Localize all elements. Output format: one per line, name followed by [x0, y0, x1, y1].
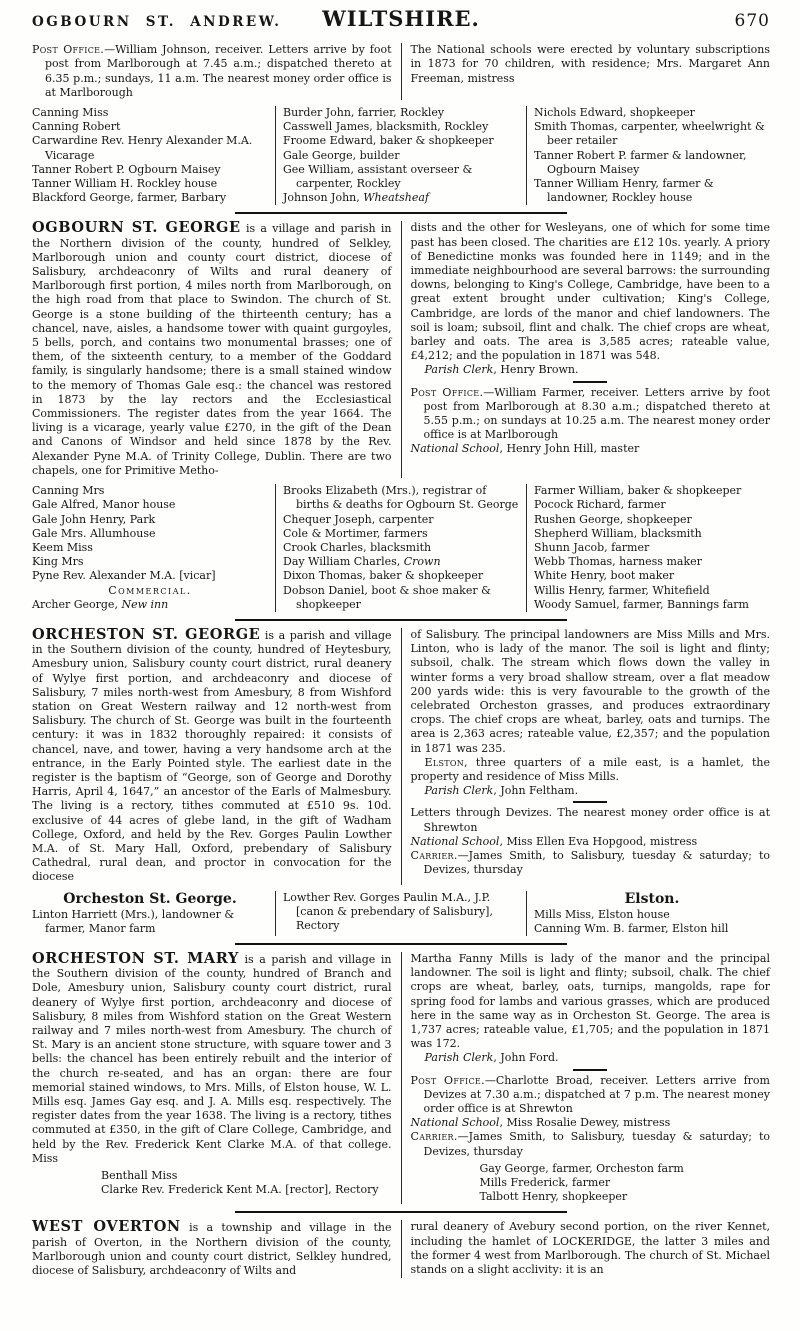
directory-entry: Froome Edward, baker & shopkeeper — [283, 134, 494, 148]
section-text: of Salisbury. The principal landowners are Miss Mills and Mrs. Linton, who is lady of the manor. The soil is light and flinty; subsoil, chalk. The stream which flows down the valley in winter forms a very broad shallow stream, over a flat meadow 200 yards wide: this is very favourable to the growth of the celebrated Orcheston grasses, and produces extraordinary crops. The chief crops are wheat, barley, oats and turnips. The area is 2,363 acres; rateable value, £2,357; and the population in 1871 was 235. — [410, 627, 770, 755]
directory-entry: Brooks Elizabeth (Mrs.), registrar of births & deaths for Ogbourn St. George — [283, 484, 519, 512]
directory-entry: Day William Charles, Crown — [283, 555, 441, 569]
section-intro-text: is a parish and village in the Southern division of the county, hundred of Heytesbury, Amesbury union, Salisbury county court district, rural deanery of Wylye first portion, and archdeaconry and diocese of Salisbury, 7 miles north-west from Amesbury, 8 from Wishford station on Great Western railway and 12 north-west from Salisbury. The church of St. George was built in the fourteenth century: it was in 1832 thoroughly repaired: it consists of chancel, nave, and tower, having a very handsome arch at the entrance, in the Early Pointed style. The earliest date in the register is the baptism of “George, son of George and Dorothy Harris, April 4, 1647,” an ancestor of the Earls of Malmesbury. The living is a rectory, tithes commuted at £510 9s. 10d. exclusive of 44 acres of glebe land, in the gift of Wadham College, Oxford, and held by the Rev. Gorges Paulin Lowther M.A. of St. Mary Hall, Oxford, prebendary of Salisbury Cathedral, rural dean, and proctor in convocation for the diocese — [32, 628, 392, 884]
pub-name: New inn — [121, 597, 169, 611]
directory-entry: Rushen George, shopkeeper — [534, 512, 692, 526]
elston-label: Elston, — [424, 755, 468, 769]
directory-entry: Smith Thomas, carpenter, wheelwright & beer retailer — [534, 120, 765, 148]
directory-column-1 — [32, 106, 275, 205]
post-office-label: Post Office. — [410, 1073, 485, 1087]
section-intro — [32, 949, 392, 1166]
directory-entry: Tanner William Henry, farmer & landowner, Rockley house — [534, 177, 714, 205]
section-intro — [32, 221, 392, 478]
directory-entry: Archer George, New inn — [32, 597, 169, 611]
directory-entry: Willis Henry, farmer, Whitefield — [534, 583, 710, 597]
place-list — [32, 891, 770, 936]
parish-clerk-line: Parish Clerk, John Ford. — [424, 1051, 559, 1065]
directory-entry: Crook Charles, blacksmith — [283, 540, 432, 554]
page-header — [32, 6, 770, 31]
directory-entry: Shunn Jacob, farmer — [534, 540, 650, 554]
directory-entry: White Henry, boot maker — [534, 569, 675, 583]
directory-entry: Canning Mrs — [32, 484, 105, 498]
national-school-line: National School, Miss Rosalie Dewey, mistress — [410, 1116, 671, 1130]
directory-entry: Johnson John, Wheatsheaf — [283, 191, 429, 205]
section-heading: ORCHESTON ST. GEORGE — [32, 625, 261, 643]
directory-entry: Talbott Henry, shopkeeper — [479, 1190, 628, 1204]
section-ogbourn-st-george — [32, 221, 770, 611]
directory-entry: Tanner Robert P. Ogbourn Maisey — [32, 162, 221, 176]
directory-entry: Mills Frederick, farmer — [479, 1176, 611, 1190]
directory-entry: Canning Robert — [32, 120, 121, 134]
section-divider — [235, 619, 567, 621]
directory-entry: Carwardine Rev. Henry Alexander M.A. Vicarage — [32, 134, 253, 162]
section-intro-text: is a township and village in the parish of Overton, in the Northern division of the county, Marlborough union and county court district, Selkley hundred, diocese of Salisbury, archdeaconry of Wilts and — [32, 1221, 392, 1278]
section-intro — [32, 1220, 392, 1278]
section-heading: WEST OVERTON — [32, 1218, 181, 1236]
directory-entry: Gale Mrs. Allumhouse — [32, 526, 156, 540]
place-column-rectory — [276, 891, 526, 936]
directory-entry: Gale George, builder — [283, 148, 400, 162]
directory-entry: Webb Thomas, harness maker — [534, 555, 702, 569]
section-ogbourn-st-andrew — [32, 43, 770, 205]
section-west-overton — [32, 1220, 770, 1278]
directory-entry: Chequer Joseph, carpenter — [283, 512, 434, 526]
directory-list — [32, 106, 770, 205]
parish-clerk-line: Parish Clerk, Henry Brown. — [424, 363, 579, 377]
directory-entry: Mills Miss, Elston house — [534, 907, 670, 921]
carrier-label: Carrier. — [410, 848, 458, 862]
residents-list — [411, 1162, 771, 1205]
national-schools-paragraph: The National schools were erected by voluntary subscriptions in 1873 for 70 children, with residence; Mrs. Margaret Ann Freeman, mistress — [410, 43, 770, 85]
directory-entry: Canning Miss — [32, 106, 109, 120]
directory-entry: Gale Alfred, Manor house — [32, 498, 176, 512]
directory-entry: Dixon Thomas, baker & shopkeeper — [283, 569, 484, 583]
section-divider — [235, 1211, 567, 1213]
directory-entry: King Mrs — [32, 555, 84, 569]
carrier-line: Carrier.—James Smith, to Salisbury, tuesday & saturday; to Devizes, thursday — [410, 848, 770, 877]
pub-name: Wheatsheaf — [363, 191, 429, 205]
place-heading: Orcheston St. George. — [63, 890, 237, 907]
directory-entry: Blackford George, farmer, Barbary — [32, 191, 227, 205]
pub-name: Crown — [403, 555, 441, 569]
small-divider — [573, 1069, 607, 1071]
section-intro-text: is a parish and village in the Southern division of the county, hundred of Branch and Dole, Amesbury union, Salisbury county court district, rural deanery of Wylye first portion, archdeaconry and diocese of Salisbury, 8 miles from Wishford station on the Great Western railway and 7 miles north-west from Amesbury. The church of St. Mary is an ancient stone structure, with square tower and 3 bells: the chancel has been entirely rebuilt and the interior of the church re-seated, and has an organ: there are four memorial stained windows, to Mrs. Mills, of Elston house, W. L. Mills esq. James Gay esq. and J. A. Mills esq. respectively. The register dates from the year 1638. The living is a rectory, tithes commuted at £350, in the gift of Clare College, Cambridge, and held by the Rev. Frederick Kent Clarke M.A. of that college. Miss — [32, 952, 392, 1165]
national-school-line: National School, Henry John Hill, master — [410, 442, 640, 456]
post-office-text: —William Johnson, receiver. Letters arrive by foot post from Marlborough at 7.45 a.m.; dispatched thereto at 6.35 p.m.; sundays, 11 a.m. The nearest money order office is at Marlborough — [45, 43, 392, 99]
directory-entry: Keem Miss — [32, 540, 93, 554]
place-column-orcheston — [32, 891, 275, 936]
letters-line: Letters through Devizes. The nearest money order office is at Shrewton — [410, 806, 770, 834]
directory-entry: Farmer William, baker & shopkeeper — [534, 484, 742, 498]
directory-entry: Pyne Rev. Alexander M.A. [vicar] — [32, 569, 216, 583]
elston-paragraph: Elston, three quarters of a mile east, is a hamlet, the property and residence of Miss Mills. — [410, 755, 770, 783]
page-title: WILTSHIRE. — [322, 6, 480, 31]
residents-list — [32, 1169, 392, 1197]
directory-entry: Gay George, farmer, Orcheston farm — [479, 1161, 684, 1175]
section-text: dists and the other for Wesleyans, one of which for some time past has been closed. The charities are £12 10s. yearly. A priory of Benedictine monks was founded here in 1149; and in the immediate neighbourhood are several barrows: the surrounding downs, belonging to King's College, Cambridge, have been to a great extent brought under cultivation; King's College, Cambridge, are lords of the manor and chief landowners. The soil is loam; subsoil, flint and chalk. The chief crops are wheat, barley and oats. The area is 3,585 acres; rateable value, £4,212; and the population in 1871 was 548. — [410, 221, 770, 363]
section-intro — [32, 625, 392, 885]
directory-entry: Dobson Daniel, boot & shoe maker & shopkeeper — [283, 583, 491, 611]
running-title-left: OGBOURN ST. ANDREW. — [32, 14, 282, 30]
post-office-paragraph — [32, 43, 392, 100]
directory-entry: Tanner William H. Rockley house — [32, 177, 218, 191]
section-text: Martha Fanny Mills is lady of the manor and the principal landowner. The soil is light and flinty; subsoil, chalk. The chief crops are wheat, barley, oats, turnips, mangolds, rape for spring food for lambs and various grasses, which are produced here in the same way as in Orcheston St. George. The area is 1,737 acres; rateable value, £1,705; and the population in 1871 was 172. — [410, 951, 770, 1051]
directory-entry: Gale John Henry, Park — [32, 512, 156, 526]
small-divider — [573, 801, 607, 803]
section-orcheston-st-george — [32, 625, 770, 936]
section-divider — [235, 943, 567, 945]
directory-entry: Nichols Edward, shopkeeper — [534, 106, 695, 120]
directory-entry: Shepherd William, blacksmith — [534, 526, 702, 540]
directory-column-3 — [527, 106, 770, 205]
directory-entry: Lowther Rev. Gorges Paulin M.A., J.P. [canon & prebendary of Salisbury], Rectory — [283, 890, 493, 932]
directory-entry: Woody Samuel, farmer, Bannings farm — [534, 597, 749, 611]
directory-entry: Benthall Miss — [101, 1169, 178, 1183]
directory-entry: Canning Wm. B. farmer, Elston hill — [534, 921, 729, 935]
directory-entry: Casswell James, blacksmith, Rockley — [283, 120, 489, 134]
section-heading: OGBOURN ST. GEORGE — [32, 219, 241, 237]
section-divider — [235, 212, 567, 214]
directory-entry: Clarke Rev. Frederick Kent M.A. [rector], Rectory — [101, 1183, 379, 1197]
section-intro-text: is a village and parish in the Northern division of the county, hundred of Selkley, Marlborough union and county court district, diocese of Salisbury, archdeaconry of Wilts and rural deanery of Marlborough first portion, 4 miles north from Marlborough, on the high road from that place to Swindon. The church of St. George is a stone building of the thirteenth century; has a chancel, nave, aisles, a handsome tower with quaint gurgoyles, 5 bells, porch, and contains two monumental brasses; one of them, of the sixteenth century, to a member of the Goddard family, is singularly handsome; there is a small stained window to the memory of Thomas Gale esq.: the chancel was restored in 1873 by the lay rectors and the Ecclesiastical Commissioners. The register dates from the year 1664. The living is a vicarage, yearly value £270, in the gift of the Dean and Canons of Windsor and held since 1878 by the Rev. Alexander Pyne M.A. of Trinity College, Dublin. There are two chapels, one for Primitive Metho- — [32, 222, 392, 477]
section-orcheston-st-mary — [32, 949, 770, 1204]
directory-column-2 — [276, 106, 526, 205]
parish-clerk-line: Parish Clerk, John Feltham. — [424, 784, 579, 798]
page-number: 670 — [734, 11, 770, 31]
post-office-label: Post Office. — [32, 43, 105, 57]
commercial-subheading: Commercial. — [108, 583, 192, 597]
directory-entry: Tanner Robert P. farmer & landowner, Ogbourn Maisey — [534, 148, 747, 176]
directory-entry: Linton Harriett (Mrs.), landowner & farmer, Manor farm — [32, 907, 235, 935]
place-heading: Elston. — [624, 890, 680, 907]
directory-list — [32, 484, 770, 612]
directory-entry: Cole & Mortimer, farmers — [283, 526, 428, 540]
post-office-paragraph: Post Office.—Charlotte Broad, receiver. Letters arrive from Devizes at 7.30 a.m.; dispatched at 7 p.m. The nearest money order office is at Shrewton — [410, 1073, 770, 1116]
post-office-paragraph: Post Office.—William Farmer, receiver. Letters arrive by foot post from Marlborough at 8.30 a.m.; dispatched thereto at 5.55 p.m.; on sundays at 10.25 a.m. The nearest money order office is at Marlborough — [410, 385, 770, 442]
carrier-line: Carrier.—James Smith, to Salisbury, tuesday & saturday; to Devizes, thursday — [410, 1130, 770, 1158]
directory-entry: Burder John, farrier, Rockley — [283, 106, 445, 120]
small-divider — [573, 381, 607, 383]
section-heading: ORCHESTON ST. MARY — [32, 949, 239, 967]
directory-entry: Pocock Richard, farmer — [534, 498, 666, 512]
directory-column-3 — [527, 484, 770, 612]
place-column-elston — [527, 891, 770, 936]
section-text: rural deanery of Avebury second portion, on the river Kennet, including the hamlet of LOCKERIDGE, the latter 3 miles and the former 4 west from Marlborough. The church of St. Michael stands on a slight acclivity: it is an — [410, 1220, 770, 1277]
post-office-label: Post Office. — [410, 385, 484, 399]
directory-column-2 — [276, 484, 526, 612]
directory-entry: Gee William, assistant overseer & carpenter, Rockley — [283, 162, 473, 191]
carrier-label: Carrier. — [410, 1130, 458, 1144]
directory-column-1 — [32, 484, 275, 612]
national-school-line: National School, Miss Ellen Eva Hopgood, mistress — [410, 834, 698, 848]
